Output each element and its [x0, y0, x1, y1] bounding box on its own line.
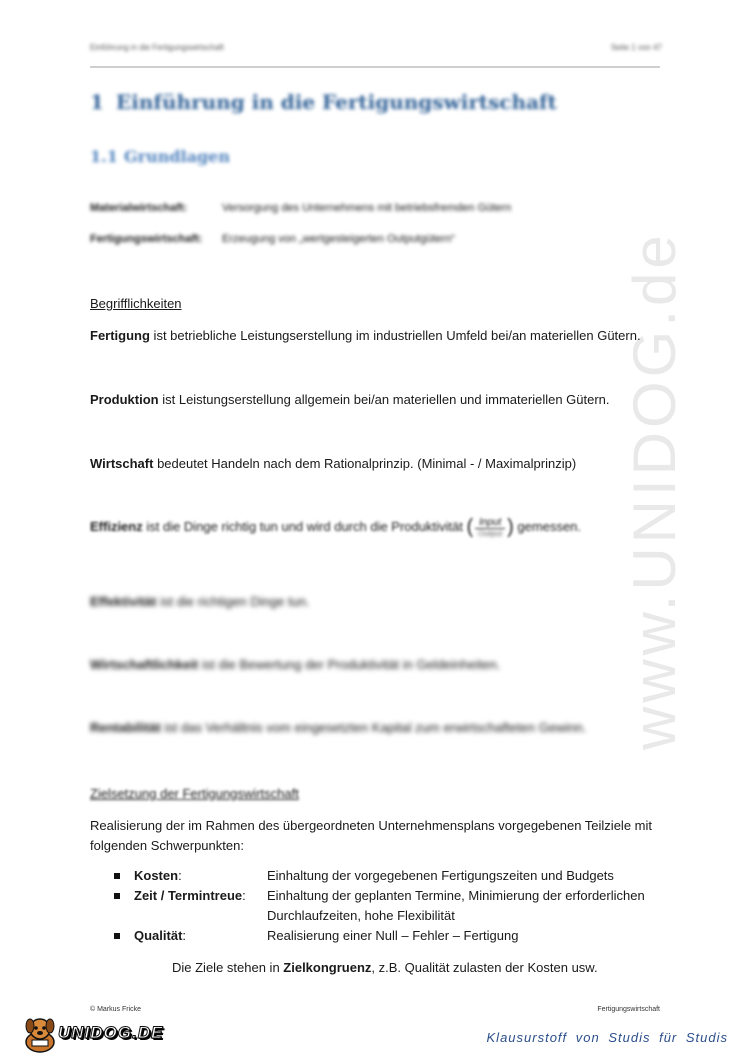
fraction-numerator: Input — [475, 517, 505, 529]
text-rentabilitaet: ist das Verhältnis vom eingesetzten Kapital zum erwirtschafteten Gewinn. — [160, 720, 587, 735]
section-number: 1.1 — [90, 147, 118, 166]
brand-logo-text: UNIDOG.DE — [58, 1023, 164, 1042]
paragraph-rentabilitaet — [90, 720, 586, 735]
begriffe-title: Begrifflichkeiten — [90, 296, 182, 311]
definition-materialwirtschaft — [90, 202, 511, 214]
item-term: Zeit / Termintreue — [134, 888, 243, 903]
watermark-text: www.UNIDOG.de — [621, 231, 688, 750]
definition-term: Materialwirtschaft: — [90, 202, 188, 214]
paragraph-effektivitaet — [90, 594, 310, 609]
dog-mascot-icon — [18, 1014, 62, 1054]
term-wirtschaftlichkeit: Wirtschaftlichkeit — [90, 657, 199, 672]
bullet-square-icon — [114, 893, 120, 899]
item-desc: Einhaltung der geplanten Termine, Minimierung der erforderlichen Durchlaufzeiten, hohe Flexibilität — [267, 888, 645, 923]
item-term: Kosten — [134, 868, 179, 883]
text-effizienz: ist die Dinge richtig tun und wird durch die Produktivität — [142, 518, 467, 534]
running-header-title: Einführung in die Fertigungswirtschaft — [90, 43, 224, 52]
brand-tagline: Klausurstoff von Studis für Studis — [486, 1030, 728, 1045]
footer-author: © Markus Fricke — [90, 1006, 142, 1013]
text-effizienz-after: gemessen. — [513, 518, 582, 534]
term-effizienz: Effizienz — [90, 518, 143, 534]
zielsetzung-title: Zielsetzung der Fertigungswirtschaft — [90, 786, 299, 801]
term-fertigung: Fertigung — [90, 328, 150, 343]
paragraph-wirtschaft — [90, 456, 576, 471]
paragraph-wirtschaftlichkeit — [90, 657, 500, 672]
text-effektivitaet: ist die richtigen Dinge tun. — [156, 594, 310, 609]
footer-subject: Fertigungswirtschaft — [597, 1006, 660, 1013]
header-divider — [90, 66, 660, 68]
paragraph-produktion — [90, 392, 610, 407]
term-rentabilitaet: Rentabilität — [90, 720, 161, 735]
term-effektivitaet: Effektivität — [90, 594, 157, 609]
definition-fertigungswirtschaft — [90, 233, 455, 245]
list-item: Zeit / Termintreue: Einhaltung der geplanten Termine, Minimierung der erforderlichen Durchlaufzeiten, hohe Flexibilität — [134, 886, 657, 926]
zielsetzung-intro-line2: folgenden Schwerpunkten: — [90, 838, 244, 853]
zielsetzung-intro-line1: Realisierung der im Rahmen des übergeordneten Unternehmensplans vorgegebenen Teilziele mit — [90, 818, 652, 833]
chapter-number: 1 — [90, 90, 104, 114]
text-produktion: ist Leistungserstellung allgemein bei/an materiellen und immateriellen Gütern. — [158, 392, 610, 407]
item-term: Qualität — [134, 928, 183, 943]
list-item: Kosten: Einhaltung der vorgegebenen Fertigungszeiten und Budgets — [134, 866, 657, 886]
chapter-title: Einführung in die Fertigungswirtschaft — [116, 90, 557, 114]
zielsetzung-list — [134, 866, 657, 946]
running-header-page: Seite 1 von 47 — [610, 43, 662, 52]
text-wirtschaft: bedeutet Handeln nach dem Rationalprinzip. (Minimal - / Maximalprinzip) — [153, 456, 577, 471]
text-fertigung: ist betriebliche Leistungserstellung im industriellen Umfeld bei/an materiellen Gütern. — [149, 328, 641, 343]
definition-text: Erzeugung von „wertgesteigerten Outputgütern“ — [222, 233, 455, 245]
closing-after: , z.B. Qualität zulasten der Kosten usw. — [371, 960, 598, 975]
section-title: Grundlagen — [124, 147, 230, 166]
text-wirtschaftlichkeit: ist die Bewertung der Produktivität in Geldeinheiten. — [198, 657, 501, 672]
productivity-fraction — [475, 517, 505, 538]
list-item: Qualität: Realisierung einer Null – Fehler – Fertigung — [134, 926, 657, 946]
item-desc: Realisierung einer Null – Fehler – Fertigung — [267, 928, 519, 943]
fraction-denominator: Output — [478, 529, 503, 538]
definition-text: Versorgung des Unternehmens mit betriebsfremden Gütern — [222, 202, 512, 214]
definition-term: Fertigungswirtschaft: — [90, 233, 203, 245]
bullet-square-icon — [114, 933, 120, 939]
closing-term: Zielkongruenz — [283, 960, 372, 975]
section-heading — [90, 147, 230, 166]
bullet-square-icon — [114, 873, 120, 879]
chapter-heading — [90, 90, 557, 114]
paragraph-fertigung — [90, 328, 641, 343]
item-desc: Einhaltung der vorgegebenen Fertigungszeiten und Budgets — [267, 868, 614, 883]
term-wirtschaft: Wirtschaft — [90, 456, 154, 471]
term-produktion: Produktion — [90, 392, 159, 407]
paragraph-effizienz: Effizienz ist die Dinge richtig tun und wird durch die Produktivität ( $\frac{\text{Input}}{\text{Output}}$ ) gemessen. — [90, 516, 582, 538]
zielsetzung-closing — [172, 960, 598, 975]
closing-before: Die Ziele stehen in — [172, 960, 284, 975]
